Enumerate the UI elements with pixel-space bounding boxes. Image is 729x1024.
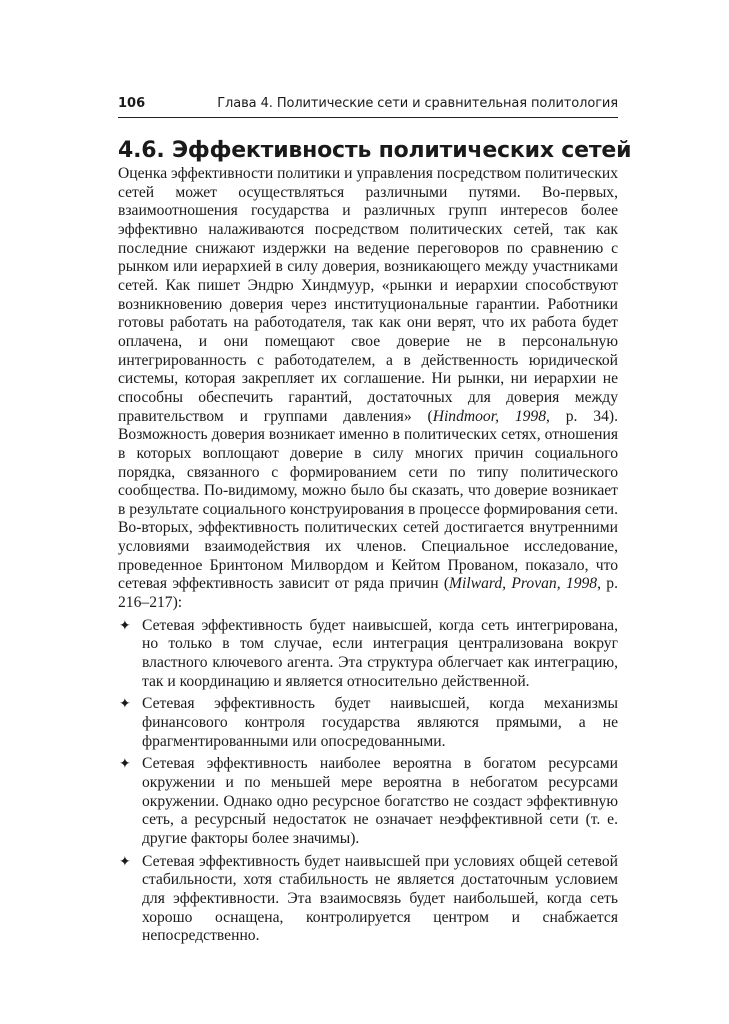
list-item: [118, 755, 618, 848]
citation-milward-provan: Milward, Provan, 1998: [449, 575, 598, 593]
running-header: [118, 94, 618, 116]
paragraph-text-1: Оценка эффективности политики и управления посредством политических сетей может осуществляться различными путями. Во-первых, взаимоотношения государства и различных групп интересов более эффективно налаживаются посредством политических сетей, так как последние снижают издержки на ведение переговоров по сравнению с рынком или иерархией в силу доверия, возникающего между участниками сетей. Как пишет Эндрю Хиндмуур, «рынки и иерархии способствуют возникновению доверия через институциональные гарантии. Работники готовы работать на работодателя, так как они верят, что их работа будет оплачена, и они помещают свое доверие не в персональную интегрированность с работодателем, а в действенность юридической системы, которая закрепляет их соглашение. Ни рынки, ни иерархии не способны обеспечить гарантий, достаточных для доверия между правительством и группами давления» (: [118, 165, 619, 425]
book-page: [118, 0, 632, 1024]
four-pointed-star-icon: ✦: [119, 853, 131, 870]
body-text: [118, 165, 618, 946]
four-pointed-star-icon: ✦: [119, 696, 131, 713]
running-title: Глава 4. Политические сети и сравнительная политология: [217, 96, 618, 111]
list-item: [118, 617, 618, 692]
list-item-text: Сетевая эффективность будет наивысшей, когда сеть интегрирована, но только в том случае, если интеграция централизована вокруг властного ключевого агента. Эта структура облегчает как интеграцию, так и координацию и является относительно действенной.: [142, 616, 618, 690]
main-paragraph: [118, 165, 618, 613]
paragraph-text-3: , p. 216–217):: [118, 575, 619, 612]
paragraph-text-2: , p. 34). Возможность доверия возникает именно в политических сетях, отношения в которых воплощают доверие в силу многих причин социального порядка, связанного с формированием сети по типу политического сообщества. По-видимому, можно было бы сказать, что доверие возникает в результате социального конструирования в процессе формирования сети. Во-вторых, эффективность политических сетей достигается внутренними условиями взаимодействия их членов. Специальное исследование, проведенное Бринтоном Милвордом и Кейтом Прованом, показало, что сетевая эффективность зависит от ряда причин (: [118, 407, 618, 593]
bullet-list: [118, 617, 618, 946]
citation-hindmoor: Hindmoor, 1998: [432, 407, 547, 425]
list-item: [118, 853, 618, 946]
four-pointed-star-icon: ✦: [119, 756, 131, 773]
four-pointed-star-icon: ✦: [119, 617, 131, 634]
header-rule: [118, 117, 618, 118]
list-item-text: Сетевая эффективность будет наивысшей, когда механизмы финансового контроля государства являются прямыми, а не фрагментированными или опосредованными.: [142, 695, 618, 750]
section-title: 4.6. Эффективность политических сетей: [118, 138, 632, 163]
list-item: [118, 695, 618, 751]
list-item-text: Сетевая эффективность будет наивысшей при условиях общей сетевой стабильности, хотя стабильность не является достаточным условием для эффективности. Эта взаимосвязь будет наибольшей, когда сеть хорошо оснащена, контролируется центром и снабжается непосредственно.: [142, 852, 618, 945]
list-item-text: Сетевая эффективность наиболее вероятна в богатом ресурсами окружении и по меньшей мере вероятна в небогатом ресурсами окружении. Однако одно ресурсное богатство не создаст эффективную сеть, а ресурсный недостаток не означает неэффективной сети (т. е. другие факторы более значимы).: [142, 755, 618, 847]
page-number: 106: [118, 96, 146, 111]
